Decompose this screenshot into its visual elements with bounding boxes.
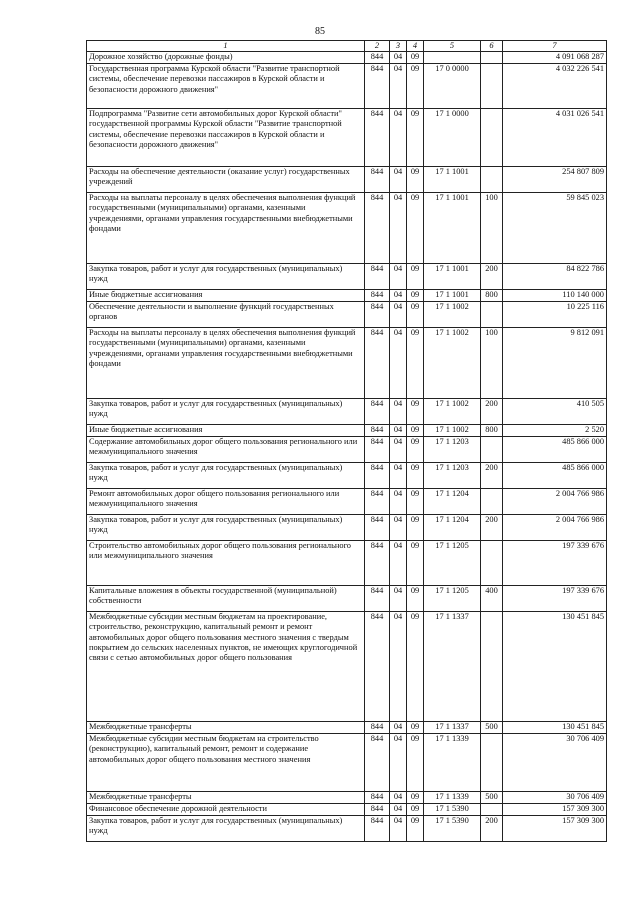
- row-amount: 2 004 766 986: [503, 489, 607, 515]
- row-subsection: 09: [407, 399, 424, 425]
- row-subsection: 09: [407, 52, 424, 64]
- table-body: [87, 41, 607, 842]
- row-grbs: 844: [365, 264, 390, 290]
- row-section: 04: [390, 264, 407, 290]
- row-amount: 157 309 300: [503, 804, 607, 816]
- row-target-article: 17 1 5390: [424, 816, 481, 842]
- row-amount: 4 091 068 287: [503, 52, 607, 64]
- row-section: 04: [390, 541, 407, 586]
- row-section: 04: [390, 804, 407, 816]
- row-target-article: 17 1 1001: [424, 290, 481, 302]
- row-section: 04: [390, 586, 407, 612]
- row-expense-type: 400: [481, 586, 503, 612]
- row-expense-type: [481, 437, 503, 463]
- row-amount: 485 866 000: [503, 463, 607, 489]
- table-row: [87, 302, 607, 328]
- row-target-article: 17 1 1205: [424, 586, 481, 612]
- row-subsection: 09: [407, 463, 424, 489]
- row-expense-type: [481, 734, 503, 792]
- row-grbs: 844: [365, 167, 390, 193]
- row-expense-type: 200: [481, 264, 503, 290]
- row-amount: 30 706 409: [503, 792, 607, 804]
- row-expense-type: 200: [481, 463, 503, 489]
- table-row: [87, 193, 607, 264]
- row-subsection: 09: [407, 722, 424, 734]
- row-expense-type: 800: [481, 425, 503, 437]
- row-section: 04: [390, 399, 407, 425]
- row-subsection: 09: [407, 425, 424, 437]
- row-grbs: 844: [365, 804, 390, 816]
- row-grbs: 844: [365, 586, 390, 612]
- header-col-1: 1: [87, 41, 365, 52]
- row-name: Межбюджетные трансферты: [87, 722, 365, 734]
- table-row: [87, 586, 607, 612]
- row-expense-type: [481, 52, 503, 64]
- row-subsection: 09: [407, 167, 424, 193]
- row-subsection: 09: [407, 804, 424, 816]
- row-target-article: 17 1 1001: [424, 167, 481, 193]
- row-amount: 9 812 091: [503, 328, 607, 399]
- row-name: Закупка товаров, работ и услуг для государственных (муниципальных) нужд: [87, 399, 365, 425]
- row-expense-type: [481, 64, 503, 109]
- row-grbs: 844: [365, 463, 390, 489]
- row-subsection: 09: [407, 816, 424, 842]
- row-grbs: 844: [365, 792, 390, 804]
- row-target-article: 17 1 1002: [424, 425, 481, 437]
- row-section: 04: [390, 167, 407, 193]
- row-name: Расходы на обеспечение деятельности (оказание услуг) государственных учреждений: [87, 167, 365, 193]
- row-name: Иные бюджетные ассигнования: [87, 425, 365, 437]
- row-expense-type: 200: [481, 816, 503, 842]
- table-row: [87, 167, 607, 193]
- row-grbs: 844: [365, 489, 390, 515]
- table-row: [87, 437, 607, 463]
- table-row: [87, 264, 607, 290]
- table-row: [87, 792, 607, 804]
- row-section: 04: [390, 722, 407, 734]
- row-name: Закупка товаров, работ и услуг для государственных (муниципальных) нужд: [87, 515, 365, 541]
- row-grbs: 844: [365, 193, 390, 264]
- row-amount: 2 520: [503, 425, 607, 437]
- table-row: [87, 328, 607, 399]
- row-name: Строительство автомобильных дорог общего пользования регионального или межмуниципального значения: [87, 541, 365, 586]
- row-section: 04: [390, 290, 407, 302]
- page-number: 85: [315, 26, 325, 37]
- row-amount: 2 004 766 986: [503, 515, 607, 541]
- table-row: [87, 52, 607, 64]
- row-expense-type: 500: [481, 792, 503, 804]
- table-row: [87, 734, 607, 792]
- row-section: 04: [390, 792, 407, 804]
- table-row: [87, 515, 607, 541]
- row-expense-type: [481, 612, 503, 722]
- row-name: Межбюджетные субсидии местным бюджетам на проектирование, строительство, реконструкцию, капитальный ремонт и ремонт автомобильных дорог общего пользования местного значения с твердым покрытием до сельских населенных пунктов, не имеющих круглогодичной связи с сетью автомобильных дорог общего пользования: [87, 612, 365, 722]
- row-name: Содержание автомобильных дорог общего пользования регионального или межмуниципального значения: [87, 437, 365, 463]
- row-section: 04: [390, 52, 407, 64]
- row-section: 04: [390, 463, 407, 489]
- row-amount: 254 807 809: [503, 167, 607, 193]
- row-target-article: 17 1 1205: [424, 541, 481, 586]
- row-expense-type: [481, 541, 503, 586]
- row-subsection: 09: [407, 64, 424, 109]
- row-grbs: 844: [365, 734, 390, 792]
- row-subsection: 09: [407, 792, 424, 804]
- row-target-article: 17 1 1002: [424, 399, 481, 425]
- row-grbs: 844: [365, 425, 390, 437]
- row-section: 04: [390, 612, 407, 722]
- row-target-article: 17 1 5390: [424, 804, 481, 816]
- table-row: [87, 64, 607, 109]
- row-target-article: 17 1 1001: [424, 193, 481, 264]
- header-col-4: 4: [407, 41, 424, 52]
- row-section: 04: [390, 193, 407, 264]
- row-expense-type: [481, 489, 503, 515]
- row-amount: 4 031 026 541: [503, 109, 607, 167]
- row-subsection: 09: [407, 489, 424, 515]
- row-target-article: 17 1 1204: [424, 515, 481, 541]
- row-section: 04: [390, 489, 407, 515]
- row-amount: 130 451 845: [503, 722, 607, 734]
- row-name: Обеспечение деятельности и выполнение функций государственных органов: [87, 302, 365, 328]
- row-name: Закупка товаров, работ и услуг для государственных (муниципальных) нужд: [87, 264, 365, 290]
- row-subsection: 09: [407, 586, 424, 612]
- row-expense-type: 200: [481, 515, 503, 541]
- table-row: [87, 109, 607, 167]
- row-subsection: 09: [407, 541, 424, 586]
- header-row: [87, 41, 607, 52]
- row-expense-type: 100: [481, 193, 503, 264]
- row-subsection: 09: [407, 302, 424, 328]
- header-col-7: 7: [503, 41, 607, 52]
- row-expense-type: 200: [481, 399, 503, 425]
- table-row: [87, 816, 607, 842]
- table-row: [87, 399, 607, 425]
- row-subsection: 09: [407, 109, 424, 167]
- row-expense-type: 500: [481, 722, 503, 734]
- row-amount: 4 032 226 541: [503, 64, 607, 109]
- row-name: Иные бюджетные ассигнования: [87, 290, 365, 302]
- row-amount: 84 822 786: [503, 264, 607, 290]
- header-col-2: 2: [365, 41, 390, 52]
- row-name: Финансовое обеспечение дорожной деятельности: [87, 804, 365, 816]
- row-name: Расходы на выплаты персоналу в целях обеспечения выполнения функций государственными (муниципальными) органами, казенными учреждениями, органами управления государственными внебюджетными фондами: [87, 328, 365, 399]
- row-subsection: 09: [407, 264, 424, 290]
- row-amount: 485 866 000: [503, 437, 607, 463]
- row-target-article: 17 1 1339: [424, 734, 481, 792]
- row-amount: 197 339 676: [503, 586, 607, 612]
- header-col-6: 6: [481, 41, 503, 52]
- row-grbs: 844: [365, 722, 390, 734]
- row-grbs: 844: [365, 437, 390, 463]
- row-subsection: 09: [407, 193, 424, 264]
- row-expense-type: [481, 302, 503, 328]
- row-grbs: 844: [365, 541, 390, 586]
- row-amount: 110 140 000: [503, 290, 607, 302]
- row-target-article: 17 1 1203: [424, 437, 481, 463]
- row-amount: 10 225 116: [503, 302, 607, 328]
- row-grbs: 844: [365, 399, 390, 425]
- row-name: Ремонт автомобильных дорог общего пользования регионального или межмуниципального значения: [87, 489, 365, 515]
- row-amount: 197 339 676: [503, 541, 607, 586]
- row-section: 04: [390, 425, 407, 437]
- row-expense-type: 100: [481, 328, 503, 399]
- row-expense-type: 800: [481, 290, 503, 302]
- row-amount: 130 451 845: [503, 612, 607, 722]
- row-target-article: 17 1 1337: [424, 612, 481, 722]
- row-name: Закупка товаров, работ и услуг для государственных (муниципальных) нужд: [87, 463, 365, 489]
- row-grbs: 844: [365, 328, 390, 399]
- row-name: Закупка товаров, работ и услуг для государственных (муниципальных) нужд: [87, 816, 365, 842]
- row-target-article: [424, 52, 481, 64]
- table-row: [87, 722, 607, 734]
- row-name: Государственная программа Курской области "Развитие транспортной системы, обеспечение перевозки пассажиров в Курской области и безопасности дорожного движения": [87, 64, 365, 109]
- row-section: 04: [390, 64, 407, 109]
- row-subsection: 09: [407, 328, 424, 399]
- header-col-3: 3: [390, 41, 407, 52]
- row-name: Подпрограмма "Развитие сети автомобильных дорог Курской области" государственной программы Курской области "Развитие транспортной системы, обеспечение перевозки пассажиров в Курской области и безопасности дорожного движения": [87, 109, 365, 167]
- row-grbs: 844: [365, 612, 390, 722]
- row-subsection: 09: [407, 515, 424, 541]
- row-section: 04: [390, 109, 407, 167]
- row-grbs: 844: [365, 302, 390, 328]
- row-grbs: 844: [365, 515, 390, 541]
- row-section: 04: [390, 816, 407, 842]
- row-expense-type: [481, 109, 503, 167]
- budget-table: [86, 40, 607, 842]
- row-target-article: 17 1 1001: [424, 264, 481, 290]
- row-subsection: 09: [407, 734, 424, 792]
- row-name: Межбюджетные субсидии местным бюджетам на строительство (реконструкцию), капитальный ремонт, ремонт и содержание автомобильных дорог общего пользования местного значения: [87, 734, 365, 792]
- row-section: 04: [390, 437, 407, 463]
- row-amount: 157 309 300: [503, 816, 607, 842]
- row-target-article: 17 1 1204: [424, 489, 481, 515]
- row-subsection: 09: [407, 437, 424, 463]
- row-section: 04: [390, 515, 407, 541]
- table-row: [87, 612, 607, 722]
- table-row: [87, 489, 607, 515]
- row-target-article: 17 1 1337: [424, 722, 481, 734]
- row-subsection: 09: [407, 290, 424, 302]
- table-row: [87, 463, 607, 489]
- row-grbs: 844: [365, 290, 390, 302]
- row-section: 04: [390, 302, 407, 328]
- row-amount: 30 706 409: [503, 734, 607, 792]
- row-name: Межбюджетные трансферты: [87, 792, 365, 804]
- row-section: 04: [390, 734, 407, 792]
- row-name: Дорожное хозяйство (дорожные фонды): [87, 52, 365, 64]
- row-grbs: 844: [365, 816, 390, 842]
- table-row: [87, 425, 607, 437]
- table-row: [87, 804, 607, 816]
- row-subsection: 09: [407, 612, 424, 722]
- row-amount: 410 505: [503, 399, 607, 425]
- row-section: 04: [390, 328, 407, 399]
- row-target-article: 17 1 1002: [424, 302, 481, 328]
- row-target-article: 17 1 1339: [424, 792, 481, 804]
- table-row: [87, 290, 607, 302]
- row-target-article: 17 1 0000: [424, 109, 481, 167]
- row-target-article: 17 1 1002: [424, 328, 481, 399]
- row-grbs: 844: [365, 109, 390, 167]
- row-grbs: 844: [365, 64, 390, 109]
- row-name: Расходы на выплаты персоналу в целях обеспечения выполнения функций государственными (муниципальными) органами, казенными учреждениями, органами управления государственными внебюджетными фондами: [87, 193, 365, 264]
- row-name: Капитальные вложения в объекты государственной (муниципальной) собственности: [87, 586, 365, 612]
- table-row: [87, 541, 607, 586]
- header-col-5: 5: [424, 41, 481, 52]
- row-grbs: 844: [365, 52, 390, 64]
- row-expense-type: [481, 804, 503, 816]
- row-target-article: 17 1 1203: [424, 463, 481, 489]
- row-target-article: 17 0 0000: [424, 64, 481, 109]
- row-amount: 59 845 023: [503, 193, 607, 264]
- row-expense-type: [481, 167, 503, 193]
